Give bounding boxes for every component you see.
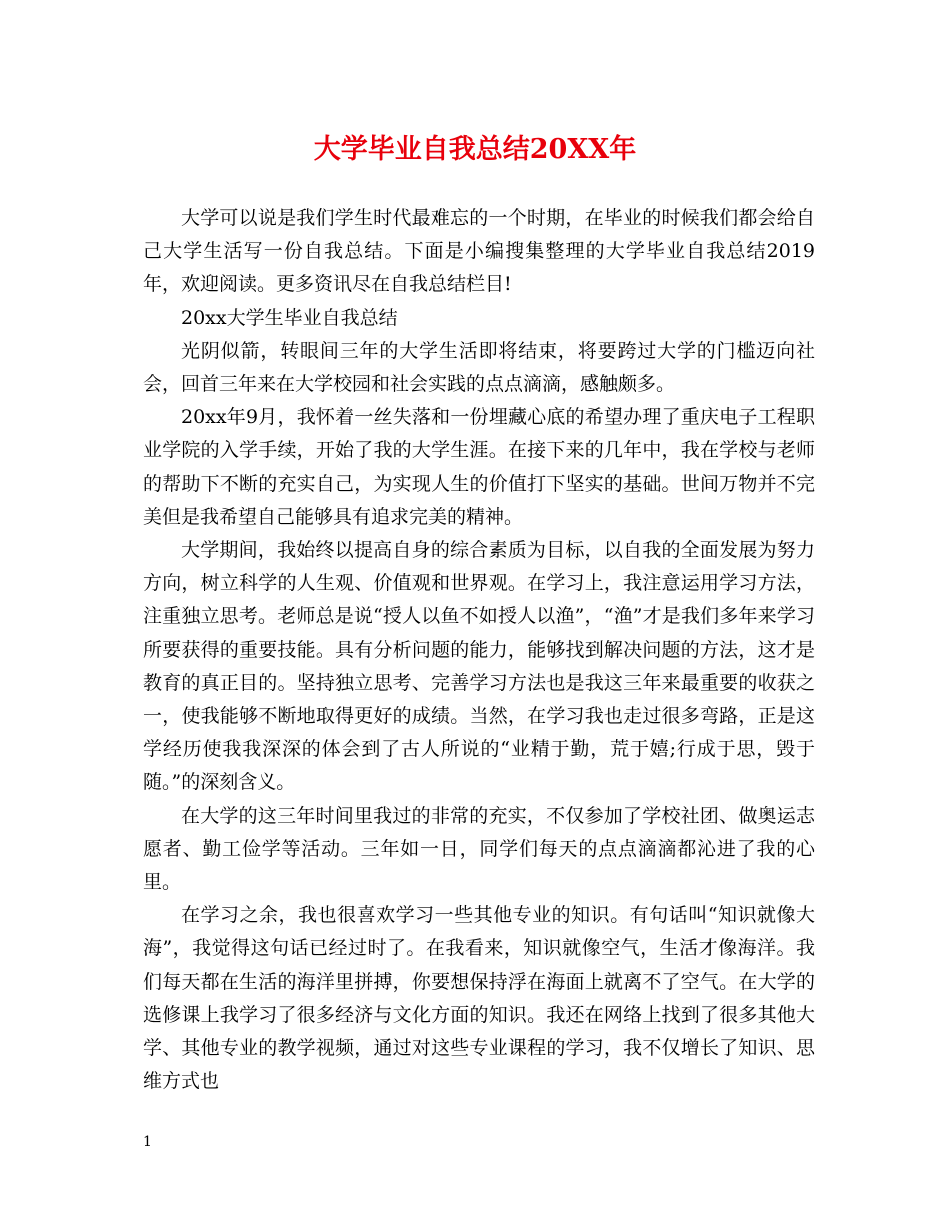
document-body xyxy=(143,202,815,1098)
paragraph: 在学习之余，我也很喜欢学习一些其他专业的知识。有句话叫“知识就像大海”，我觉得这句话已经过时了。在我看来，知识就像空气，生活才像海洋。我们每天都在生活的海洋里拼搏，你要想保持浮在海面上就离不了空气。在大学的选修课上我学习了很多经济与文化方面的知识。我还在网络上找到了很多其他大学、其他专业的教学视频，通过对这些专业课程的学习，我不仅增长了知识、思维方式也 xyxy=(143,904,815,1093)
paragraph: 大学期间，我始终以提高自身的综合素质为目标，以自我的全面发展为努力方向，树立科学的人生观、价值观和世界观。在学习上，我注意运用学习方法，注重独立思考。老师总是说“授人以鱼不如授人以渔”，“渔”才是我们多年来学习所要获得的重要技能。具有分析问题的能力，能够找到解决问题的方法，这才是教育的真正目的。坚持独立思考、完善学习方法也是我这三年来最重要的收获之一，使我能够不断地取得更好的成绩。当然，在学习我也走过很多弯路，正是这学经历使我我深深的体会到了古人所说的“业精于勤，荒于嬉;行成于思，毁于随。”的深刻含义。 xyxy=(143,539,815,794)
document-title: 大学毕业自我总结20XX年 xyxy=(313,134,637,165)
page-number: 1 xyxy=(143,1134,152,1150)
paragraph: 在大学的这三年时间里我过的非常的充实，不仅参加了学校社团、做奥运志愿者、勤工俭学等活动。三年如一日，同学们每天的点点滴滴都沁进了我的心里。 xyxy=(143,804,815,894)
paragraph: 光阴似箭，转眼间三年的大学生活即将结束，将要跨过大学的门槛迈向社会，回首三年来在大学校园和社会实践的点点滴滴，感触颇多。 xyxy=(143,339,815,396)
paragraph-subheading: 20xx大学生毕业自我总结 xyxy=(181,306,398,329)
paragraph: 20xx年9月，我怀着一丝失落和一份埋藏心底的希望办理了重庆电子工程职业学院的入学手续，开始了我的大学生涯。在接下来的几年中，我在学校与老师的帮助下不断的充实自己，为实现人生的价值打下坚实的基础。世间万物并不完美但是我希望自己能够具有追求完美的精神。 xyxy=(143,406,815,528)
paragraph-intro: 大学可以说是我们学生时代最难忘的一个时期，在毕业的时候我们都会给自己大学生活写一份自我总结。下面是小编搜集整理的大学毕业自我总结2019年，欢迎阅读。更多资讯尽在自我总结栏目! xyxy=(143,207,815,296)
